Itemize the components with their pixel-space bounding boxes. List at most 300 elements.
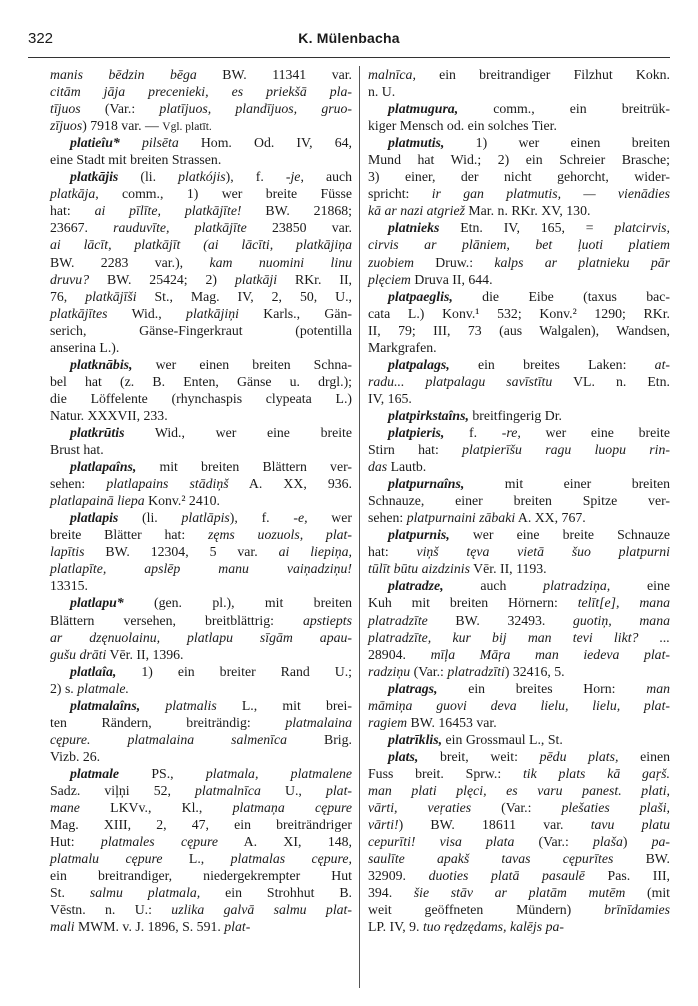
latvian-text: ai liepiņa,	[278, 544, 352, 560]
gloss-text: St.	[50, 885, 90, 901]
gloss-text: 394.	[368, 885, 414, 901]
entry-line	[368, 833, 670, 850]
gloss-text: )	[622, 834, 652, 850]
headword: platkājis	[70, 169, 119, 185]
gloss-text: LKVv., Kl.,	[79, 800, 233, 816]
entry-line	[50, 748, 352, 765]
entry-line	[368, 918, 670, 935]
entry-line	[368, 697, 670, 714]
headword: platpurnis,	[388, 527, 450, 543]
latvian-text: platmalu cępure	[50, 851, 163, 867]
gloss-text: ten Rändern, breiträndig:	[50, 714, 286, 730]
headword: platlaîa,	[70, 663, 117, 679]
entry-line	[50, 100, 352, 117]
entry-headline	[368, 219, 670, 236]
headword: platrīklis,	[388, 731, 443, 747]
latvian-text: platmala, platmalene	[205, 765, 352, 781]
gloss-text: Karls., Gän-	[238, 305, 353, 321]
latvian-text: tūlīt būtu aizdzinis	[368, 561, 470, 577]
gloss-text: ein Strohhut B.	[200, 885, 353, 901]
entry-line	[368, 765, 670, 782]
entry-line	[368, 663, 670, 680]
gloss-text: f.	[444, 424, 502, 440]
entry-line	[50, 475, 352, 492]
gloss-text: anserina L.).	[50, 339, 120, 355]
latvian-text: plęciem	[368, 271, 411, 287]
entry-line	[50, 526, 352, 543]
gloss-text: weit geöffneten Mündern)	[368, 902, 605, 918]
entry-line	[50, 66, 352, 83]
gloss-text	[140, 698, 165, 713]
latvian-text: platkójis	[178, 169, 226, 185]
latvian-text: man	[646, 680, 670, 696]
latvian-text: platpurnaini zābaki	[406, 510, 516, 526]
entry-line	[50, 850, 352, 867]
gloss-text: ) 32416, 5.	[504, 663, 565, 679]
entry-line	[368, 714, 670, 731]
entry-headline	[50, 594, 352, 611]
gloss-text: ), f.	[225, 169, 286, 185]
entry-headline	[368, 526, 670, 543]
entry-line	[50, 441, 352, 458]
entry-line	[368, 458, 670, 475]
gloss-text: Mund hat Wid.; 2) ein Schreier Brasche;	[368, 152, 670, 168]
gloss-text: Vgl. platīt.	[162, 121, 212, 134]
entry-headline	[368, 424, 670, 441]
latvian-text: platlāpis	[181, 510, 230, 526]
entry-line	[368, 560, 670, 577]
entry-line	[368, 236, 670, 253]
gloss-text: 13315.	[50, 578, 88, 594]
latvian-text: platradziņa,	[543, 578, 611, 594]
gloss-text: ein breitrandiger, niedergekrempter Hut	[50, 868, 352, 884]
gloss-text: 1) ein breiter Rand U.;	[116, 663, 352, 679]
gloss-text: 32909.	[368, 868, 429, 884]
headword: platnieks	[388, 220, 440, 236]
gloss-text: VL. n. Etn.	[552, 373, 670, 389]
entry-line	[368, 254, 670, 271]
entry-headline	[368, 475, 670, 492]
latvian-text: plat-	[325, 782, 352, 798]
latvian-text: platkāji	[234, 271, 278, 287]
latvian-text: platlapainā liepa	[50, 493, 145, 509]
latvian-text: platmales cępure	[100, 834, 218, 850]
gloss-text: , auch	[300, 169, 352, 185]
latvian-text: platradzīti	[447, 663, 505, 679]
entry-line	[50, 680, 352, 697]
gloss-text: die Löffelente (rhynchaspis clypeata L.)	[50, 390, 352, 406]
entry-headline	[368, 288, 670, 305]
column-divider	[359, 66, 360, 988]
latvian-text: telīt[e], mana	[577, 595, 670, 611]
entry-line	[50, 918, 352, 935]
gloss-text: A. XX, 936.	[228, 476, 352, 492]
gloss-text: ein breitrandiger Filzhut Kokn.	[415, 67, 670, 82]
entry-line	[368, 117, 670, 134]
latvian-text: platījuos, plandījuos, gruo-	[159, 101, 353, 117]
gloss-text: wer	[307, 510, 352, 526]
latvian-text: ragiem	[368, 714, 408, 730]
latvian-text: tījuos	[50, 101, 81, 117]
gloss-text: BW. 2283 var.),	[50, 254, 210, 270]
headword: plats,	[388, 748, 419, 764]
gloss-text: Hom. Od. IV, 64,	[178, 135, 352, 151]
gloss-text: eine Stadt mit breiten Strassen.	[50, 152, 222, 168]
gloss-text: Pas. III,	[584, 868, 671, 884]
headword: platmugura,	[388, 101, 459, 117]
entry-line	[50, 83, 352, 100]
entry-line	[50, 373, 352, 390]
latvian-text: ir gan platmutis, — vienādies	[431, 186, 671, 202]
left-column	[50, 66, 352, 935]
gloss-text: kiger Mensch od. ein solches Tier.	[368, 118, 557, 134]
entry-line	[50, 271, 352, 288]
gloss-text: Etn. IV, 165, =	[439, 220, 615, 236]
entry-line	[50, 833, 352, 850]
latvian-text: pa-	[651, 834, 671, 850]
gloss-text: 2) s.	[50, 680, 78, 696]
latvian-text: zījuos	[50, 118, 83, 134]
gloss-text: sehen:	[50, 476, 107, 492]
latvian-text: apstiepts	[302, 612, 352, 628]
latvian-text: platmalnīca	[195, 782, 261, 798]
latvian-text: platcirvis,	[614, 220, 670, 236]
entry-headline	[50, 663, 352, 680]
entry-line	[50, 185, 352, 202]
gloss-text: 23850 var.	[246, 220, 352, 236]
gloss-text: sehen:	[368, 510, 407, 526]
entry-line	[368, 543, 670, 560]
entry-headline	[368, 100, 670, 117]
entry-line	[368, 629, 670, 646]
latvian-text: lapītis	[50, 544, 85, 560]
gloss-text: Wid., wer eine breite	[124, 424, 352, 440]
gloss-text: Sadz. viļņi 52,	[50, 782, 196, 798]
entry-line	[50, 646, 352, 663]
latvian-text: -re,	[501, 424, 521, 440]
latvian-text: kam nuomini linu	[209, 254, 352, 270]
latvian-text: platmalas cępure,	[230, 851, 352, 867]
entry-line	[368, 339, 670, 356]
latvian-text: tik plats kā gaŗš.	[522, 765, 671, 781]
gloss-text: breite Blätter hat:	[50, 527, 208, 543]
latvian-text: mali	[50, 919, 75, 935]
headword: platpurnaîns,	[388, 476, 465, 492]
gloss-text: Kuh mit breiten Hörnern:	[368, 595, 578, 611]
entry-line	[50, 288, 352, 305]
latvian-text: platmalis	[165, 697, 217, 713]
latvian-text: uzlika galvā salmu plat-	[171, 902, 352, 918]
latvian-text: cepurīti! visa plata	[368, 834, 515, 850]
gloss-text: comm., ein breitrük-	[458, 101, 670, 117]
gloss-text: ein Grossmaul L., St.	[442, 731, 563, 747]
entry-headline	[50, 168, 352, 185]
gloss-text: wer eine breite	[520, 424, 670, 440]
entry-line	[50, 901, 352, 918]
entry-line	[368, 884, 670, 901]
headword: platpalags,	[388, 356, 450, 372]
entry-line	[368, 66, 670, 83]
latvian-text: platkājītes	[50, 305, 108, 321]
latvian-text: salmu platmala,	[89, 885, 201, 901]
entry-line	[50, 560, 352, 577]
latvian-text: platlapains stādiņš	[106, 476, 229, 492]
latvian-text: malnīca,	[368, 67, 416, 82]
entry-line	[50, 867, 352, 884]
latvian-text: pilsēta	[141, 135, 179, 151]
entry-line	[368, 901, 670, 918]
latvian-text: platmale.	[77, 680, 129, 696]
gloss-text: Mar. n. RKr. XV, 130.	[464, 203, 591, 219]
latvian-text: platkājīši	[85, 288, 137, 304]
gloss-text: Wid.,	[107, 305, 187, 321]
entry-headline	[50, 356, 352, 373]
gloss-text: Markgrafen.	[368, 339, 437, 355]
gloss-text: hat:	[50, 203, 95, 219]
gloss-text: einen	[618, 748, 670, 764]
latvian-text: mane	[50, 800, 80, 816]
gloss-text: MWM. v. J. 1896, S. 591.	[74, 919, 225, 935]
gloss-text: eine	[610, 578, 670, 594]
latvian-text: platmaņa cępure	[232, 800, 352, 816]
gloss-text: hat:	[368, 544, 417, 560]
entry-line	[368, 441, 670, 458]
headword: platknābis,	[70, 356, 133, 372]
headword: platlapu*	[70, 595, 124, 611]
entry-line	[368, 509, 670, 526]
latvian-text: radu... platpalagu savīstītu	[368, 373, 553, 389]
latvian-text: vārti, veŗaties	[368, 800, 472, 816]
latvian-text: cirvis ar plāniem, bet ļuoti platiem	[368, 237, 670, 253]
gloss-text: LP. IV, 9.	[368, 919, 423, 935]
gloss-text: Konv.² 2410.	[144, 493, 220, 509]
entry-line	[50, 407, 352, 424]
gloss-text: BW. 25424; 2)	[89, 271, 235, 287]
gloss-text: 1) wer einen breiten	[444, 135, 670, 151]
entry-line	[50, 254, 352, 271]
headword: platradze,	[388, 578, 444, 594]
header-rule	[28, 57, 670, 58]
entry-line	[368, 83, 670, 100]
latvian-text: platkāja	[50, 186, 96, 202]
headword: platieîu*	[70, 135, 120, 151]
entry-line	[368, 782, 670, 799]
gloss-text: (gen. pl.), mit breiten	[123, 595, 352, 611]
latvian-text: pēdu plats,	[539, 748, 619, 764]
gloss-text: 23667.	[50, 220, 114, 236]
gloss-text: wer einen breiten Schna-	[132, 356, 352, 372]
entry-line	[50, 339, 352, 356]
gloss-text: breitfingerig Dr.	[468, 407, 562, 423]
entry-line	[368, 390, 670, 407]
gloss-text: wer eine breite Schnauze	[449, 527, 670, 543]
page-number: 322	[28, 30, 54, 47]
latvian-text: cępure. platmalaina salmenīca	[50, 731, 288, 747]
latvian-text: kalps ar platnieku pār	[494, 254, 670, 270]
gloss-text: St., Mag. IV, 2, 50, U.,	[136, 288, 352, 304]
entry-line	[368, 305, 670, 322]
entry-line	[50, 816, 352, 833]
gloss-text: BW. 11341 var.	[196, 67, 353, 82]
latvian-text: platpierīšu ragu luopu rin-	[462, 442, 670, 458]
gloss-text: breit, weit:	[418, 748, 540, 764]
entry-headline	[368, 680, 670, 697]
entry-line	[50, 492, 352, 509]
entry-line	[50, 117, 352, 134]
entry-line	[50, 236, 352, 253]
gloss-text: (Var.:	[410, 663, 448, 679]
entry-headline	[368, 356, 670, 373]
entry-line	[50, 202, 352, 219]
gloss-text: die Eibe (taxus bac-	[452, 288, 670, 304]
gloss-text: Fuss breit. Sprw.:	[368, 765, 523, 781]
gloss-text: PS.,	[119, 765, 206, 781]
entry-line	[368, 594, 670, 611]
gloss-text: A. XX, 767.	[515, 510, 586, 526]
entry-line	[50, 782, 352, 799]
gloss-text: Druva II, 644.	[410, 271, 493, 287]
entry-line	[50, 543, 352, 560]
gloss-text: ) 7918 var. —	[82, 118, 163, 134]
gloss-text: Lautb.	[387, 459, 427, 475]
entry-line	[50, 731, 352, 748]
entry-line	[50, 629, 352, 646]
page-header	[28, 30, 670, 52]
entry-line	[50, 305, 352, 322]
latvian-text: -e,	[293, 510, 308, 526]
entry-line	[368, 799, 670, 816]
entry-line	[368, 322, 670, 339]
gloss-text: Vizb. 26.	[50, 748, 101, 764]
gloss-text: BW. 32493.	[427, 612, 573, 628]
gloss-text: BW.	[613, 851, 670, 867]
latvian-text: -je	[285, 169, 301, 185]
entry-headline	[50, 509, 352, 526]
entry-headline	[50, 697, 352, 714]
gloss-text: 3) einer, der nicht gehorcht, wider-	[368, 169, 670, 185]
latvian-text: gušu drāti	[50, 646, 107, 662]
entry-headline	[368, 407, 670, 424]
latvian-text: saulīte apakš tavas cępurītes	[368, 851, 614, 867]
gloss-text: Druw.:	[414, 254, 495, 270]
latvian-text: zęms uozuols, plat-	[207, 527, 352, 543]
headword: platmalaîns,	[70, 697, 141, 713]
gloss-text: (li.	[118, 510, 182, 526]
headword: platmutis,	[388, 135, 445, 151]
headword: platpaeglis,	[388, 288, 453, 304]
entry-line	[50, 884, 352, 901]
gloss-text: Natur. XXXVII, 233.	[50, 407, 168, 423]
right-column	[368, 66, 670, 935]
latvian-text: platradzīte	[368, 612, 428, 628]
latvian-text: plešaties plaši,	[561, 800, 671, 816]
latvian-text: brīnīdamies	[604, 902, 670, 918]
latvian-text: tuo rędzędams, kalējs pa-	[422, 919, 564, 935]
latvian-text: ai pīlīte, platkājīte!	[94, 203, 242, 219]
gloss-text: 28904.	[368, 646, 431, 662]
latvian-text: mīļa Māŗa man iedeva plat-	[430, 646, 671, 662]
latvian-text: platkājiņi	[186, 305, 239, 321]
latvian-text: plaša	[592, 834, 623, 850]
entry-line	[50, 714, 352, 731]
gloss-text	[120, 135, 142, 150]
gloss-text: (Var.:	[514, 834, 593, 850]
headword: platpirkstaîns,	[388, 407, 469, 423]
latvian-text: citām jāja precenieki, es priekšā pla-	[50, 84, 352, 100]
latvian-text: zuobiem	[368, 254, 414, 270]
entry-line	[368, 816, 670, 833]
entry-line	[368, 202, 670, 219]
entry-line	[368, 373, 670, 390]
latvian-text: manis bēdzin bēga	[50, 67, 197, 82]
gloss-text: IV, 165.	[368, 390, 412, 406]
gloss-text: U.,	[260, 782, 326, 798]
gloss-text: , comm., 1) wer breite Füsse	[95, 186, 352, 202]
gloss-text: Vēr. II, 1396.	[106, 646, 184, 662]
latvian-text: duoties platā pasaulē	[428, 868, 585, 884]
entry-headline	[50, 765, 352, 782]
gloss-text: Brust hat.	[50, 442, 104, 458]
headword: platlapaîns,	[70, 459, 137, 475]
running-head: K. Mülenbacha	[298, 30, 400, 46]
gloss-text: Hut:	[50, 834, 101, 850]
entry-line	[368, 646, 670, 663]
gloss-text: (li.	[118, 169, 179, 185]
gloss-text: BW. 16453 var.	[407, 714, 497, 730]
gloss-text: Vēstn. n. U.:	[50, 902, 172, 918]
gloss-text: (Var.:	[80, 101, 160, 117]
headword: platpieris,	[388, 424, 445, 440]
gloss-text: Stirn hat:	[368, 442, 463, 458]
gloss-text: Schnauze, einer breiten Spitze ver-	[368, 493, 670, 509]
latvian-text: kā ar nazi atgriež	[368, 203, 465, 219]
entry-line	[368, 271, 670, 288]
gloss-text: mit einer breiten	[464, 476, 670, 492]
headword: platrags,	[388, 680, 438, 696]
gloss-text: (mit	[625, 885, 670, 901]
gloss-text: (Var.:	[471, 800, 562, 816]
entry-line	[50, 219, 352, 236]
gloss-text: RKr. II,	[277, 271, 352, 287]
gloss-text: n. U.	[368, 84, 396, 100]
gloss-text: spricht:	[368, 186, 432, 202]
entry-line	[50, 577, 352, 594]
gloss-text: BW. 21868;	[241, 203, 353, 219]
gloss-text: Vēr. II, 1193.	[469, 561, 547, 577]
gloss-text: BW. 12304, 5 var.	[84, 544, 279, 560]
entry-line	[50, 151, 352, 168]
entry-headline	[368, 134, 670, 151]
gloss-text: bel hat (z. B. Enten, Gänse u. drgl.);	[50, 373, 352, 389]
latvian-text: ar dzęnuolainu, platlapu sīgām apau-	[50, 629, 352, 645]
headword: platmale	[70, 765, 120, 781]
latvian-text: rauduvīte, platkājīte	[113, 220, 247, 236]
entry-line	[368, 850, 670, 867]
latvian-text: ai lācīt, platkājīt (ai lācīti, platkājiņa	[50, 237, 352, 253]
entry-line	[368, 185, 670, 202]
entry-headline	[368, 748, 670, 765]
gloss-text: II, 79; III, 73 (aus Walgalen), Wandsen,	[368, 322, 670, 338]
entry-line	[50, 799, 352, 816]
gloss-text: ein breites Laken:	[449, 356, 655, 372]
entry-headline	[50, 424, 352, 441]
latvian-text: guotiņ, mana	[573, 612, 670, 628]
entry-line	[368, 151, 670, 168]
entry-line	[368, 612, 670, 629]
gloss-text: ein breites Horn:	[437, 680, 647, 696]
latvian-text: radziņu	[368, 663, 411, 679]
entry-line	[368, 168, 670, 185]
